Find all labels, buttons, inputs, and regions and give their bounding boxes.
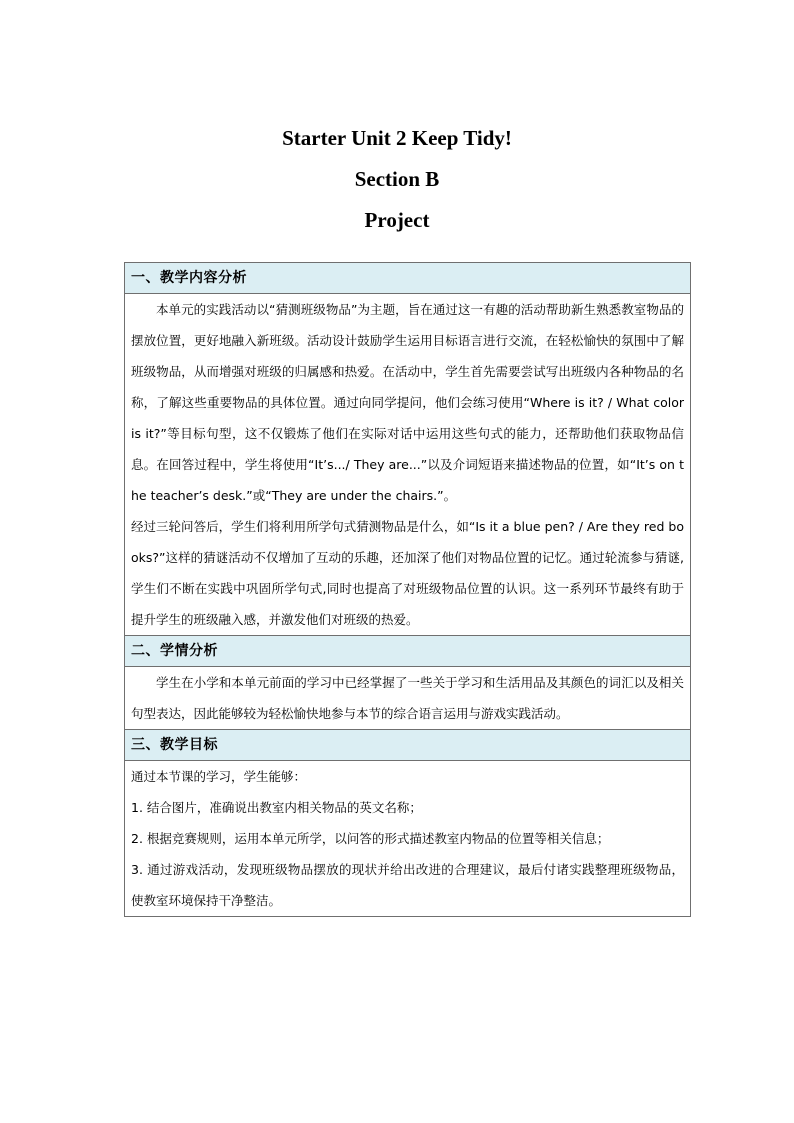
section-body-row [125,667,691,730]
section-header-row [125,730,691,761]
content-analysis-paragraph-1: 本单元的实践活动以“猜测班级物品”为主题，旨在通过这一有趣的活动帮助新生熟悉教室物品的摆放位置，更好地融入新班级。活动设计鼓励学生运用目标语言进行交流，在轻松愉快的氛围中了解班级物品，从而增强对班级的归属感和热爱。在活动中，学生首先需要尝试写出班级内各种物品的名称，了解这些重要物品的具体位置。通过向同学提问，他们会练习使用“Where is it? / What color is it?”等目标句型，这不仅锻炼了他们在实际对话中运用这些句式的能力，还帮助他们获取物品信息。在回答过程中，学生将使用“It’s.../ They are...”以及介词短语来描述物品的位置，如“It’s on the teacher’s desk.”或“They are under the chairs.”。 [131,302,684,503]
objectives-intro: 通过本节课的学习，学生能够： [131,769,307,784]
section-heading-content-analysis: 一、教学内容分析 [125,263,691,294]
objective-item-3: 3. 通过游戏活动，发现班级物品摆放的现状并给出改进的合理建议，最后付诸实践整理班级物品，使教室环境保持干净整洁。 [131,862,684,908]
section-header-row [125,263,691,294]
content-analysis-paragraph-2: 经过三轮问答后，学生们将利用所学句式猜测物品是什么，如“Is it a blue pen? / Are they red books?”这样的猜谜活动不仅增加了互动的乐趣，还加深了他们对物品位置的记忆。通过轮流参与猜谜,学生们不断在实践中巩固所学句式,同时也提高了对班级物品位置的认识。这一系列环节最终有助于提升学生的班级融入感，并激发他们对班级的热爱。 [131,519,684,627]
section-subtitle: Section B [354,167,440,191]
content-analysis-cell [125,294,691,636]
objective-item-1: 1. 结合图片，准确说出教室内相关物品的英文名称； [131,800,422,815]
section-body-row [125,294,691,636]
objective-item-2: 2. 根据竞赛规则，运用本单元所学，以问答的形式描述教室内物品的位置等相关信息； [131,831,610,846]
learner-analysis-paragraph: 学生在小学和本单元前面的学习中已经掌握了一些关于学习和生活用品及其颜色的词汇以及相关句型表达，因此能够较为轻松愉快地参与本节的综合语言运用与游戏实践活动。 [131,675,684,721]
project-subtitle: Project [364,208,430,232]
section-heading-learner-analysis: 二、学情分析 [125,636,691,667]
section-body-row [125,761,691,917]
section-heading-teaching-objectives: 三、教学目标 [125,730,691,761]
document-title: Starter Unit 2 Keep Tidy! [282,126,512,150]
section-header-row [125,636,691,667]
document-title-block [0,118,794,241]
lesson-plan-table [124,262,691,917]
teaching-objectives-cell [125,761,691,917]
learner-analysis-cell [125,667,691,730]
